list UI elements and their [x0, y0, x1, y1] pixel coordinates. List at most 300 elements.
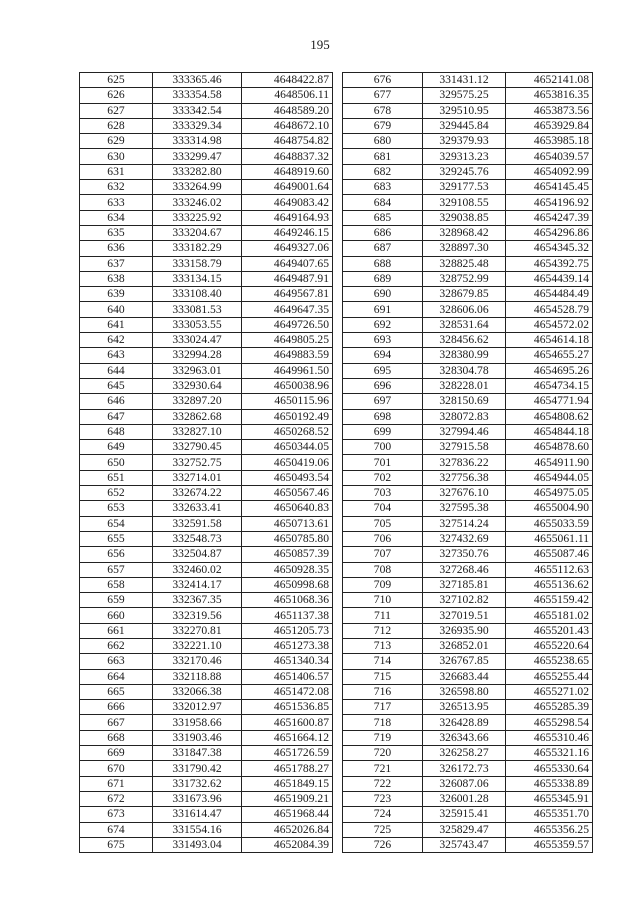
- y-coordinate-cell: 4650344.05: [242, 440, 333, 455]
- y-coordinate-cell: 4650713.61: [242, 516, 333, 531]
- y-coordinate-cell: 4655330.64: [506, 761, 593, 776]
- table-row: [80, 608, 333, 623]
- x-coordinate-cell: 331790.42: [153, 761, 242, 776]
- x-coordinate-cell: 325743.47: [423, 837, 506, 852]
- x-coordinate-cell: 331673.96: [153, 791, 242, 806]
- point-number-cell: 673: [80, 807, 153, 822]
- y-coordinate-cell: 4649726.50: [242, 317, 333, 332]
- x-coordinate-cell: 333329.34: [153, 118, 242, 133]
- x-coordinate-cell: 332994.28: [153, 348, 242, 363]
- y-coordinate-cell: 4650785.80: [242, 531, 333, 546]
- point-number-cell: 658: [80, 577, 153, 592]
- x-coordinate-cell: 328456.62: [423, 333, 506, 348]
- page-number: 195: [310, 37, 330, 52]
- point-number-cell: 667: [80, 715, 153, 730]
- point-number-cell: 717: [343, 700, 423, 715]
- point-number-cell: 701: [343, 455, 423, 470]
- y-coordinate-cell: 4654528.79: [506, 302, 593, 317]
- y-coordinate-cell: 4654911.90: [506, 455, 593, 470]
- y-coordinate-cell: 4648506.11: [242, 88, 333, 103]
- y-coordinate-cell: 4651406.57: [242, 669, 333, 684]
- x-coordinate-cell: 333314.98: [153, 134, 242, 149]
- y-coordinate-cell: 4649883.59: [242, 348, 333, 363]
- table-row: [80, 791, 333, 806]
- point-number-cell: 677: [343, 88, 423, 103]
- x-coordinate-cell: 331847.38: [153, 746, 242, 761]
- y-coordinate-cell: 4652026.84: [242, 822, 333, 837]
- x-coordinate-cell: 327268.46: [423, 562, 506, 577]
- table-row: [80, 486, 333, 501]
- x-coordinate-cell: 332012.97: [153, 700, 242, 715]
- point-number-cell: 649: [80, 440, 153, 455]
- x-coordinate-cell: 328968.42: [423, 225, 506, 240]
- table-row: [343, 470, 593, 485]
- x-coordinate-cell: 328825.48: [423, 256, 506, 271]
- y-coordinate-cell: 4651137.38: [242, 608, 333, 623]
- point-number-cell: 628: [80, 118, 153, 133]
- point-number-cell: 709: [343, 577, 423, 592]
- point-number-cell: 690: [343, 287, 423, 302]
- x-coordinate-cell: 333246.02: [153, 195, 242, 210]
- x-coordinate-cell: 333282.80: [153, 164, 242, 179]
- x-coordinate-cell: 333134.15: [153, 271, 242, 286]
- y-coordinate-cell: 4650115.96: [242, 394, 333, 409]
- table-row: [343, 241, 593, 256]
- y-coordinate-cell: 4649407.65: [242, 256, 333, 271]
- table-row: [80, 302, 333, 317]
- point-number-cell: 712: [343, 623, 423, 638]
- x-coordinate-cell: 333354.58: [153, 88, 242, 103]
- y-coordinate-cell: 4654572.02: [506, 317, 593, 332]
- table-row: [80, 455, 333, 470]
- point-number-cell: 718: [343, 715, 423, 730]
- point-number-cell: 659: [80, 593, 153, 608]
- table-row: [343, 822, 593, 837]
- point-number-cell: 684: [343, 195, 423, 210]
- point-number-cell: 633: [80, 195, 153, 210]
- point-number-cell: 715: [343, 669, 423, 684]
- point-number-cell: 722: [343, 776, 423, 791]
- point-number-cell: 681: [343, 149, 423, 164]
- x-coordinate-cell: 328679.85: [423, 287, 506, 302]
- x-coordinate-cell: 332548.73: [153, 531, 242, 546]
- table-row: [80, 654, 333, 669]
- x-coordinate-cell: 326001.28: [423, 791, 506, 806]
- x-coordinate-cell: 332066.38: [153, 684, 242, 699]
- x-coordinate-cell: 326935.90: [423, 623, 506, 638]
- x-coordinate-cell: 326343.66: [423, 730, 506, 745]
- table-row: [343, 394, 593, 409]
- table-row: [343, 287, 593, 302]
- y-coordinate-cell: 4655356.25: [506, 822, 593, 837]
- x-coordinate-cell: 327514.24: [423, 516, 506, 531]
- y-coordinate-cell: 4650419.06: [242, 455, 333, 470]
- table-row: [343, 654, 593, 669]
- point-number-cell: 703: [343, 486, 423, 501]
- x-coordinate-cell: 331554.16: [153, 822, 242, 837]
- y-coordinate-cell: 4655238.65: [506, 654, 593, 669]
- table-row: [343, 73, 593, 88]
- table-row: [343, 302, 593, 317]
- table-row: [80, 394, 333, 409]
- x-coordinate-cell: 326087.06: [423, 776, 506, 791]
- table-row: [343, 501, 593, 516]
- point-number-cell: 625: [80, 73, 153, 88]
- y-coordinate-cell: 4654878.60: [506, 440, 593, 455]
- x-coordinate-cell: 332118.88: [153, 669, 242, 684]
- table-row: [80, 470, 333, 485]
- y-coordinate-cell: 4650857.39: [242, 547, 333, 562]
- point-number-cell: 683: [343, 180, 423, 195]
- table-row: [343, 776, 593, 791]
- table-row: [80, 562, 333, 577]
- x-coordinate-cell: 327432.69: [423, 531, 506, 546]
- y-coordinate-cell: 4649246.15: [242, 225, 333, 240]
- x-coordinate-cell: 331732.62: [153, 776, 242, 791]
- table-row: [80, 516, 333, 531]
- y-coordinate-cell: 4648837.32: [242, 149, 333, 164]
- point-number-cell: 687: [343, 241, 423, 256]
- x-coordinate-cell: 332897.20: [153, 394, 242, 409]
- point-number-cell: 700: [343, 440, 423, 455]
- y-coordinate-cell: 4649083.42: [242, 195, 333, 210]
- table-row: [80, 118, 333, 133]
- table-row: [80, 195, 333, 210]
- point-number-cell: 693: [343, 333, 423, 348]
- point-number-cell: 711: [343, 608, 423, 623]
- table-row: [80, 88, 333, 103]
- point-number-cell: 704: [343, 501, 423, 516]
- table-row: [80, 669, 333, 684]
- y-coordinate-cell: 4650038.96: [242, 378, 333, 393]
- point-number-cell: 671: [80, 776, 153, 791]
- x-coordinate-cell: 332591.58: [153, 516, 242, 531]
- x-coordinate-cell: 327185.81: [423, 577, 506, 592]
- x-coordinate-cell: 333299.47: [153, 149, 242, 164]
- point-number-cell: 674: [80, 822, 153, 837]
- table-row: [80, 317, 333, 332]
- x-coordinate-cell: 332367.35: [153, 593, 242, 608]
- table-row: [80, 271, 333, 286]
- table-row: [80, 256, 333, 271]
- point-number-cell: 666: [80, 700, 153, 715]
- y-coordinate-cell: 4651068.36: [242, 593, 333, 608]
- y-coordinate-cell: 4652084.39: [242, 837, 333, 852]
- table-row: [80, 837, 333, 852]
- coordinates-table-left: [79, 72, 333, 853]
- y-coordinate-cell: 4655181.02: [506, 608, 593, 623]
- y-coordinate-cell: 4654695.26: [506, 363, 593, 378]
- x-coordinate-cell: 326258.27: [423, 746, 506, 761]
- table-row: [80, 333, 333, 348]
- point-number-cell: 647: [80, 409, 153, 424]
- x-coordinate-cell: 329038.85: [423, 210, 506, 225]
- point-number-cell: 643: [80, 348, 153, 363]
- table-row: [80, 547, 333, 562]
- x-coordinate-cell: 333053.55: [153, 317, 242, 332]
- y-coordinate-cell: 4655201.43: [506, 623, 593, 638]
- y-coordinate-cell: 4649647.35: [242, 302, 333, 317]
- y-coordinate-cell: 4648672.10: [242, 118, 333, 133]
- point-number-cell: 668: [80, 730, 153, 745]
- table-row: [80, 409, 333, 424]
- y-coordinate-cell: 4654145.45: [506, 180, 593, 195]
- point-number-cell: 675: [80, 837, 153, 852]
- x-coordinate-cell: 329510.95: [423, 103, 506, 118]
- x-coordinate-cell: 333158.79: [153, 256, 242, 271]
- y-coordinate-cell: 4651472.08: [242, 684, 333, 699]
- point-number-cell: 637: [80, 256, 153, 271]
- x-coordinate-cell: 326767.85: [423, 654, 506, 669]
- table-row: [343, 791, 593, 806]
- point-number-cell: 654: [80, 516, 153, 531]
- table-row: [80, 776, 333, 791]
- table-row: [343, 149, 593, 164]
- x-coordinate-cell: 328304.78: [423, 363, 506, 378]
- x-coordinate-cell: 331431.12: [423, 73, 506, 88]
- y-coordinate-cell: 4655298.54: [506, 715, 593, 730]
- point-number-cell: 635: [80, 225, 153, 240]
- point-number-cell: 634: [80, 210, 153, 225]
- point-number-cell: 696: [343, 378, 423, 393]
- table-row: [343, 195, 593, 210]
- point-number-cell: 676: [343, 73, 423, 88]
- y-coordinate-cell: 4652141.08: [506, 73, 593, 88]
- y-coordinate-cell: 4650567.46: [242, 486, 333, 501]
- x-coordinate-cell: 332752.75: [153, 455, 242, 470]
- y-coordinate-cell: 4650493.54: [242, 470, 333, 485]
- y-coordinate-cell: 4654296.86: [506, 225, 593, 240]
- point-number-cell: 663: [80, 654, 153, 669]
- y-coordinate-cell: 4653929.84: [506, 118, 593, 133]
- x-coordinate-cell: 326598.80: [423, 684, 506, 699]
- table-row: [343, 700, 593, 715]
- y-coordinate-cell: 4651600.87: [242, 715, 333, 730]
- point-number-cell: 627: [80, 103, 153, 118]
- y-coordinate-cell: 4649164.93: [242, 210, 333, 225]
- table-row: [343, 807, 593, 822]
- point-number-cell: 672: [80, 791, 153, 806]
- x-coordinate-cell: 332862.68: [153, 409, 242, 424]
- table-row: [343, 210, 593, 225]
- x-coordinate-cell: 331614.47: [153, 807, 242, 822]
- x-coordinate-cell: 333342.54: [153, 103, 242, 118]
- x-coordinate-cell: 329177.53: [423, 180, 506, 195]
- x-coordinate-cell: 332414.17: [153, 577, 242, 592]
- y-coordinate-cell: 4654655.27: [506, 348, 593, 363]
- table-row: [343, 134, 593, 149]
- point-number-cell: 632: [80, 180, 153, 195]
- point-number-cell: 726: [343, 837, 423, 852]
- table-row: [80, 761, 333, 776]
- table-row: [343, 348, 593, 363]
- point-number-cell: 699: [343, 424, 423, 439]
- table-row: [343, 746, 593, 761]
- table-row: [80, 363, 333, 378]
- y-coordinate-cell: 4651340.34: [242, 654, 333, 669]
- point-number-cell: 707: [343, 547, 423, 562]
- x-coordinate-cell: 328752.99: [423, 271, 506, 286]
- x-coordinate-cell: 326428.89: [423, 715, 506, 730]
- x-coordinate-cell: 333264.99: [153, 180, 242, 195]
- table-row: [80, 424, 333, 439]
- point-number-cell: 710: [343, 593, 423, 608]
- point-number-cell: 697: [343, 394, 423, 409]
- y-coordinate-cell: 4649805.25: [242, 333, 333, 348]
- y-coordinate-cell: 4651664.12: [242, 730, 333, 745]
- table-row: [80, 715, 333, 730]
- point-number-cell: 629: [80, 134, 153, 149]
- table-row: [343, 409, 593, 424]
- x-coordinate-cell: 332827.10: [153, 424, 242, 439]
- x-coordinate-cell: 331958.66: [153, 715, 242, 730]
- table-row: [80, 210, 333, 225]
- y-coordinate-cell: 4653985.18: [506, 134, 593, 149]
- table-row: [80, 378, 333, 393]
- x-coordinate-cell: 332790.45: [153, 440, 242, 455]
- table-row: [343, 730, 593, 745]
- point-number-cell: 680: [343, 134, 423, 149]
- y-coordinate-cell: 4650192.49: [242, 409, 333, 424]
- y-coordinate-cell: 4655310.46: [506, 730, 593, 745]
- table-row: [343, 363, 593, 378]
- point-number-cell: 698: [343, 409, 423, 424]
- point-number-cell: 716: [343, 684, 423, 699]
- y-coordinate-cell: 4650268.52: [242, 424, 333, 439]
- point-number-cell: 682: [343, 164, 423, 179]
- table-row: [343, 103, 593, 118]
- table-row: [343, 684, 593, 699]
- y-coordinate-cell: 4651968.44: [242, 807, 333, 822]
- x-coordinate-cell: 331493.04: [153, 837, 242, 852]
- point-number-cell: 692: [343, 317, 423, 332]
- table-row: [343, 256, 593, 271]
- y-coordinate-cell: 4655338.89: [506, 776, 593, 791]
- point-number-cell: 662: [80, 638, 153, 653]
- y-coordinate-cell: 4654975.05: [506, 486, 593, 501]
- point-number-cell: 642: [80, 333, 153, 348]
- x-coordinate-cell: 328380.99: [423, 348, 506, 363]
- table-row: [80, 746, 333, 761]
- table-row: [80, 531, 333, 546]
- x-coordinate-cell: 332633.41: [153, 501, 242, 516]
- table-row: [80, 440, 333, 455]
- x-coordinate-cell: 329379.93: [423, 134, 506, 149]
- point-number-cell: 639: [80, 287, 153, 302]
- x-coordinate-cell: 331903.46: [153, 730, 242, 745]
- y-coordinate-cell: 4653873.56: [506, 103, 593, 118]
- y-coordinate-cell: 4655271.02: [506, 684, 593, 699]
- y-coordinate-cell: 4655220.64: [506, 638, 593, 653]
- point-number-cell: 664: [80, 669, 153, 684]
- y-coordinate-cell: 4651849.15: [242, 776, 333, 791]
- y-coordinate-cell: 4648422.87: [242, 73, 333, 88]
- point-number-cell: 653: [80, 501, 153, 516]
- x-coordinate-cell: 333182.29: [153, 241, 242, 256]
- x-coordinate-cell: 332319.56: [153, 608, 242, 623]
- y-coordinate-cell: 4654944.05: [506, 470, 593, 485]
- table-row: [343, 531, 593, 546]
- y-coordinate-cell: 4650928.35: [242, 562, 333, 577]
- x-coordinate-cell: 327756.38: [423, 470, 506, 485]
- x-coordinate-cell: 329445.84: [423, 118, 506, 133]
- x-coordinate-cell: 327676.10: [423, 486, 506, 501]
- table-row: [80, 684, 333, 699]
- point-number-cell: 694: [343, 348, 423, 363]
- point-number-cell: 626: [80, 88, 153, 103]
- point-number-cell: 656: [80, 547, 153, 562]
- point-number-cell: 719: [343, 730, 423, 745]
- y-coordinate-cell: 4650998.68: [242, 577, 333, 592]
- x-coordinate-cell: 327019.51: [423, 608, 506, 623]
- table-row: [343, 562, 593, 577]
- y-coordinate-cell: 4655112.63: [506, 562, 593, 577]
- y-coordinate-cell: 4654484.49: [506, 287, 593, 302]
- point-number-cell: 723: [343, 791, 423, 806]
- y-coordinate-cell: 4655136.62: [506, 577, 593, 592]
- x-coordinate-cell: 327836.22: [423, 455, 506, 470]
- y-coordinate-cell: 4651273.38: [242, 638, 333, 653]
- table-row: [343, 225, 593, 240]
- x-coordinate-cell: 333081.53: [153, 302, 242, 317]
- y-coordinate-cell: 4655285.39: [506, 700, 593, 715]
- point-number-cell: 636: [80, 241, 153, 256]
- y-coordinate-cell: 4651909.21: [242, 791, 333, 806]
- table-row: [343, 577, 593, 592]
- table-row: [80, 149, 333, 164]
- x-coordinate-cell: 328072.83: [423, 409, 506, 424]
- y-coordinate-cell: 4655255.44: [506, 669, 593, 684]
- table-row: [80, 73, 333, 88]
- y-coordinate-cell: 4655061.11: [506, 531, 593, 546]
- x-coordinate-cell: 327915.58: [423, 440, 506, 455]
- table-row: [343, 638, 593, 653]
- x-coordinate-cell: 333225.92: [153, 210, 242, 225]
- x-coordinate-cell: 333365.46: [153, 73, 242, 88]
- point-number-cell: 669: [80, 746, 153, 761]
- point-number-cell: 705: [343, 516, 423, 531]
- y-coordinate-cell: 4651726.59: [242, 746, 333, 761]
- y-coordinate-cell: 4655087.46: [506, 547, 593, 562]
- y-coordinate-cell: 4653816.35: [506, 88, 593, 103]
- table-row: [343, 669, 593, 684]
- x-coordinate-cell: 329575.25: [423, 88, 506, 103]
- x-coordinate-cell: 327102.82: [423, 593, 506, 608]
- x-coordinate-cell: 333024.47: [153, 333, 242, 348]
- point-number-cell: 652: [80, 486, 153, 501]
- x-coordinate-cell: 328228.01: [423, 378, 506, 393]
- point-number-cell: 661: [80, 623, 153, 638]
- point-number-cell: 725: [343, 822, 423, 837]
- x-coordinate-cell: 328897.30: [423, 241, 506, 256]
- table-row: [80, 241, 333, 256]
- y-coordinate-cell: 4648754.82: [242, 134, 333, 149]
- x-coordinate-cell: 333108.40: [153, 287, 242, 302]
- x-coordinate-cell: 326172.73: [423, 761, 506, 776]
- y-coordinate-cell: 4655004.90: [506, 501, 593, 516]
- table-row: [80, 822, 333, 837]
- point-number-cell: 686: [343, 225, 423, 240]
- point-number-cell: 640: [80, 302, 153, 317]
- table-row: [80, 164, 333, 179]
- x-coordinate-cell: 326852.01: [423, 638, 506, 653]
- y-coordinate-cell: 4654247.39: [506, 210, 593, 225]
- x-coordinate-cell: 326683.44: [423, 669, 506, 684]
- y-coordinate-cell: 4654844.18: [506, 424, 593, 439]
- x-coordinate-cell: 329313.23: [423, 149, 506, 164]
- x-coordinate-cell: 332270.81: [153, 623, 242, 638]
- coordinates-table-right: [342, 72, 593, 853]
